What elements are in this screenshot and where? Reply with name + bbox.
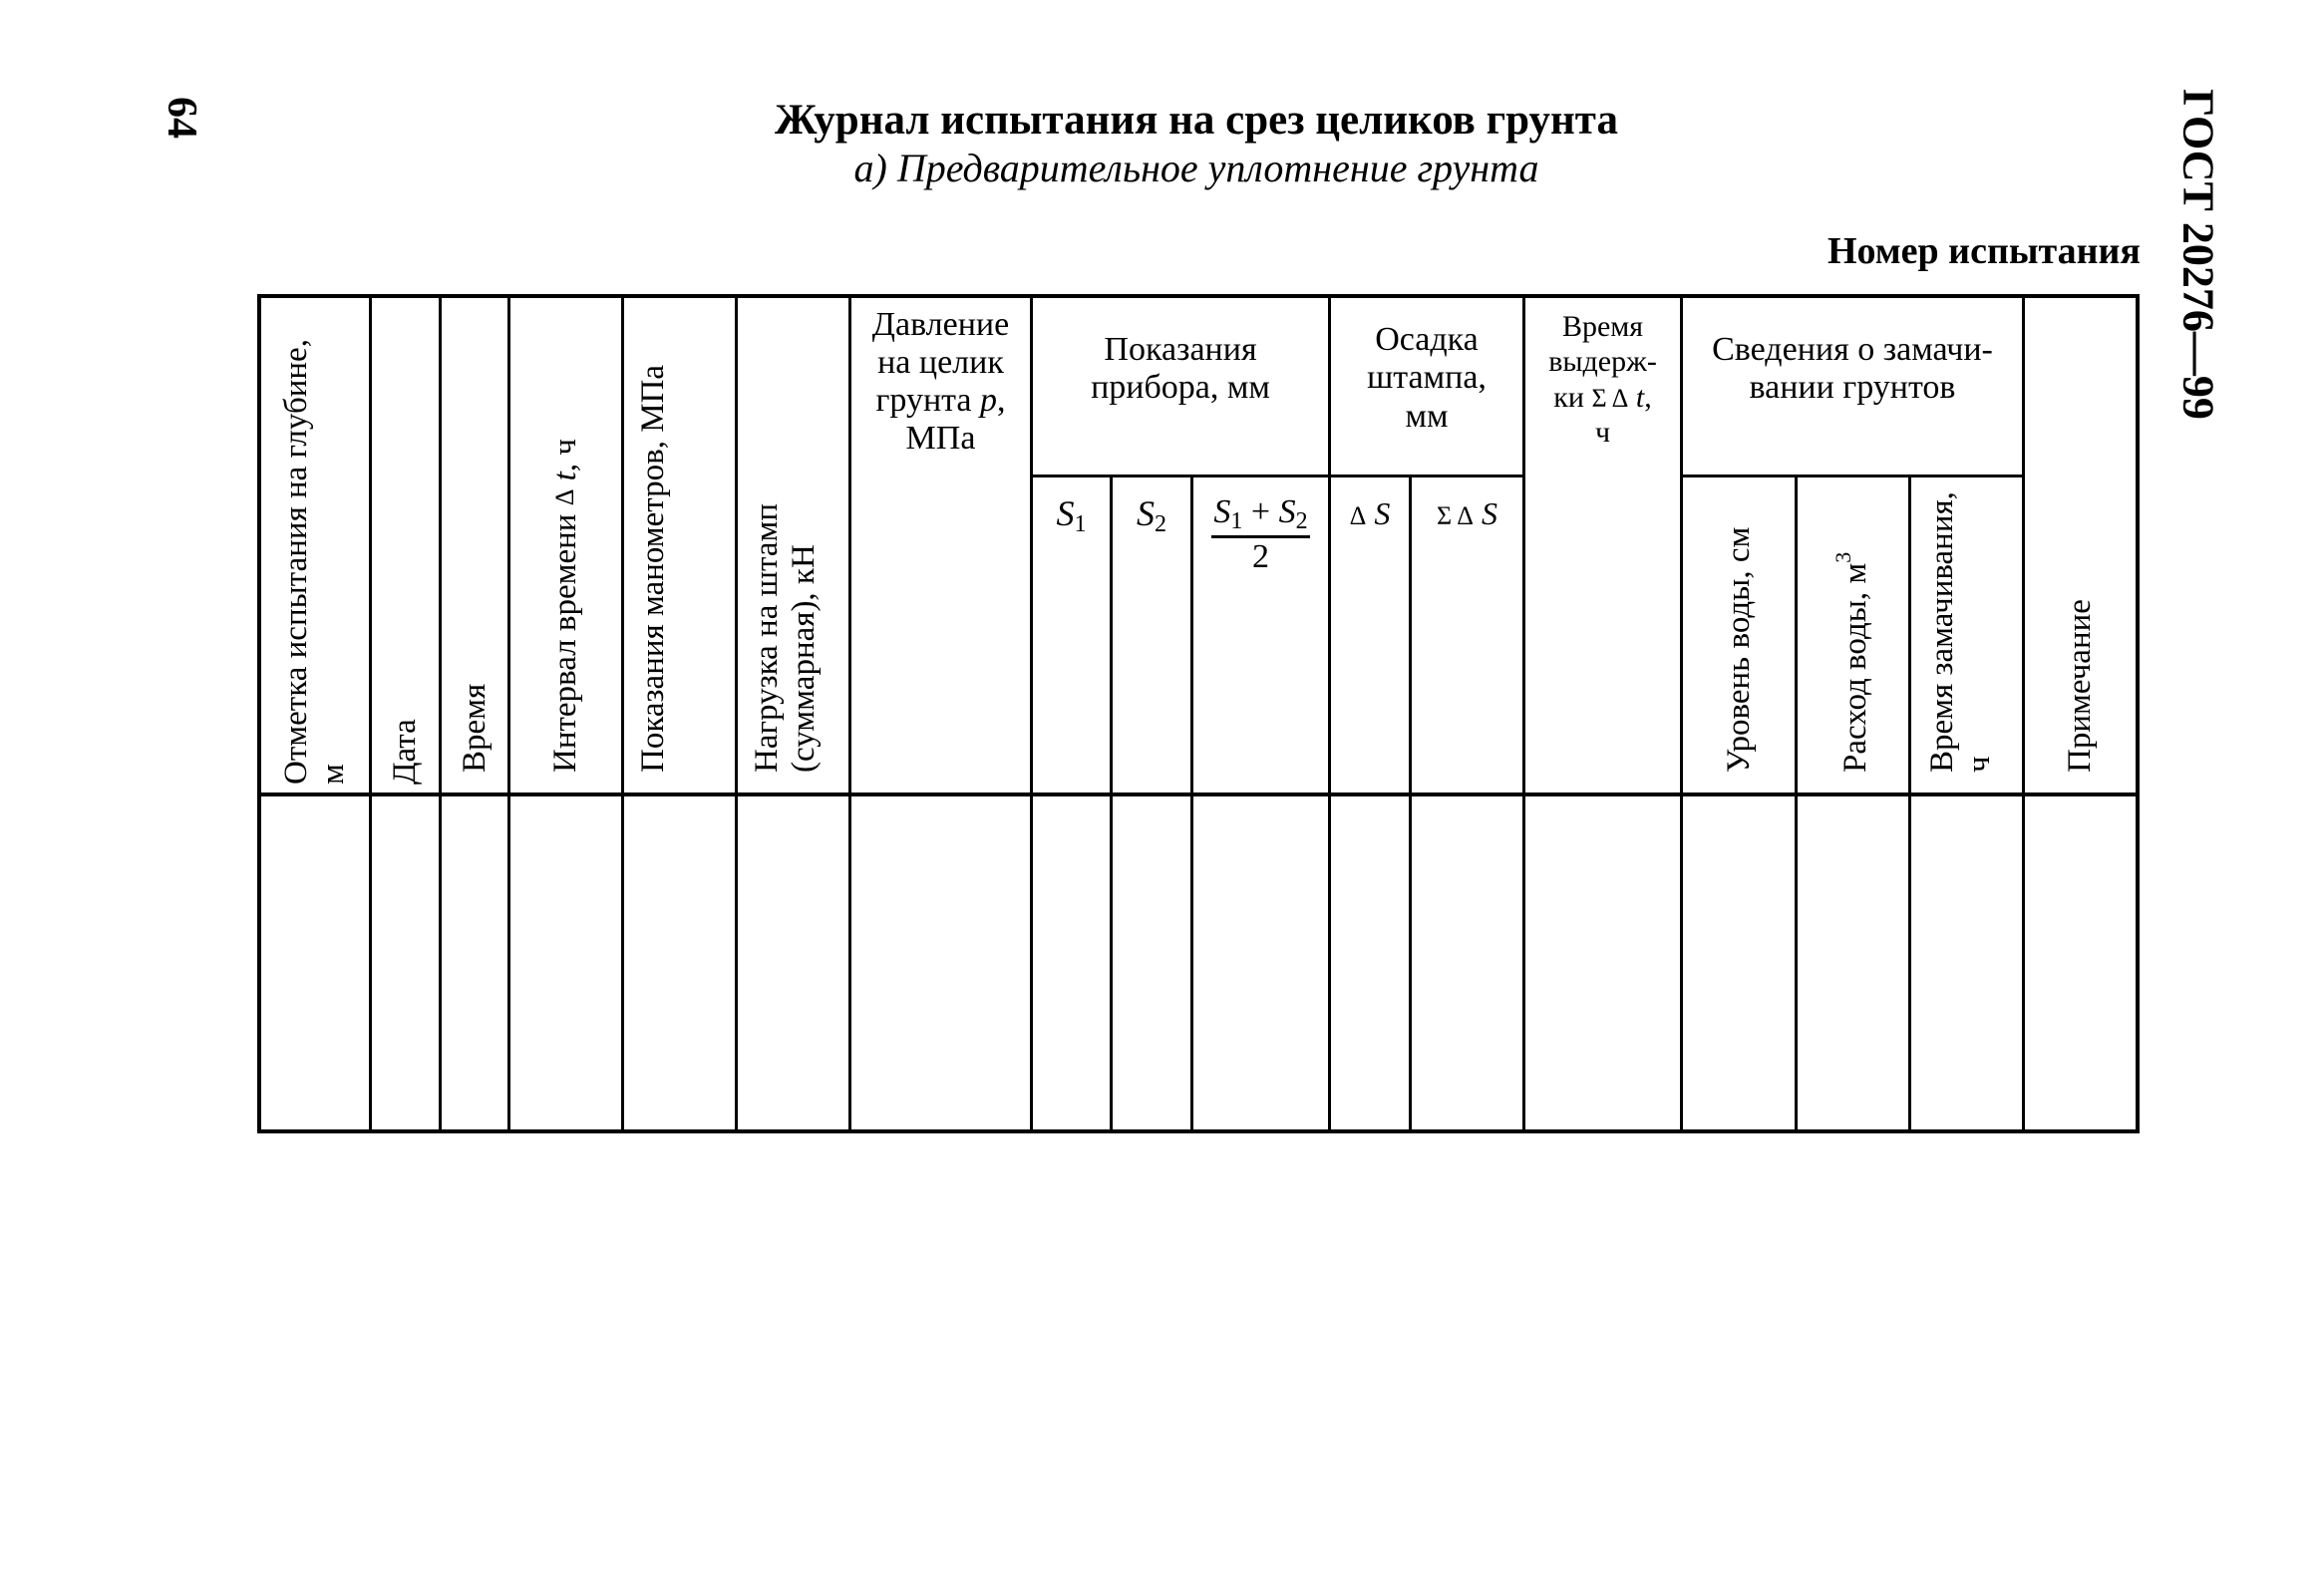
table-row xyxy=(261,796,2136,1129)
table-border-right xyxy=(2136,294,2140,1133)
page-subtitle: а) Предварительное уплотнение грунта xyxy=(853,146,1539,190)
header-stamp-settlement: Осадка штампа, мм xyxy=(1367,321,1487,435)
test-number-label: Номер испытания xyxy=(1826,230,2141,272)
header-pressure: Давление на целик грунта p, МПа xyxy=(871,306,1010,458)
header-delta-s: Δ S xyxy=(1349,495,1391,531)
table-border-bottom xyxy=(257,1129,2139,1133)
header-time: Время xyxy=(456,683,493,773)
header-manometer-readings: Показания манометров, МПа xyxy=(634,364,671,773)
header-stamp-load: Нагрузка на штамп (суммарная), кН xyxy=(748,502,822,773)
header-time-interval: Интервал времени Δ t, ч xyxy=(547,439,584,773)
header-holding-time: Время выдерж- ки Σ Δ t, ч xyxy=(1548,310,1657,450)
header-device-readings: Показания прибора, мм xyxy=(1091,331,1270,407)
header-soaking-time: Время замачивания, ч xyxy=(1923,491,1997,773)
header-s2: $S_2$ xyxy=(1137,493,1166,537)
header-s1: $S_1$ xyxy=(1056,493,1087,537)
header-date: Дата xyxy=(387,719,424,785)
table-subheader-line xyxy=(1030,474,1523,477)
header-s-average: $\frac{S_1 + S_2}{2}$ xyxy=(1213,493,1308,576)
header-soaking-info: Сведения о замачи- вании грунтов xyxy=(1712,331,1993,407)
header-depth-mark: Отметка испытания на глубине, м xyxy=(278,339,351,785)
header-water-flow: Расход воды, $м^3$ xyxy=(1830,551,1874,773)
header-note: Примечание xyxy=(2062,599,2099,773)
header-water-level: Уровень воды, см xyxy=(1720,526,1757,773)
page-title: Журнал испытания на срез целиков грунта xyxy=(775,97,1618,144)
page-number: 64 xyxy=(159,97,204,139)
header-sum-delta-s: Σ Δ S xyxy=(1437,495,1497,531)
standard-code: ГОСТ 20276—99 xyxy=(2173,89,2223,420)
